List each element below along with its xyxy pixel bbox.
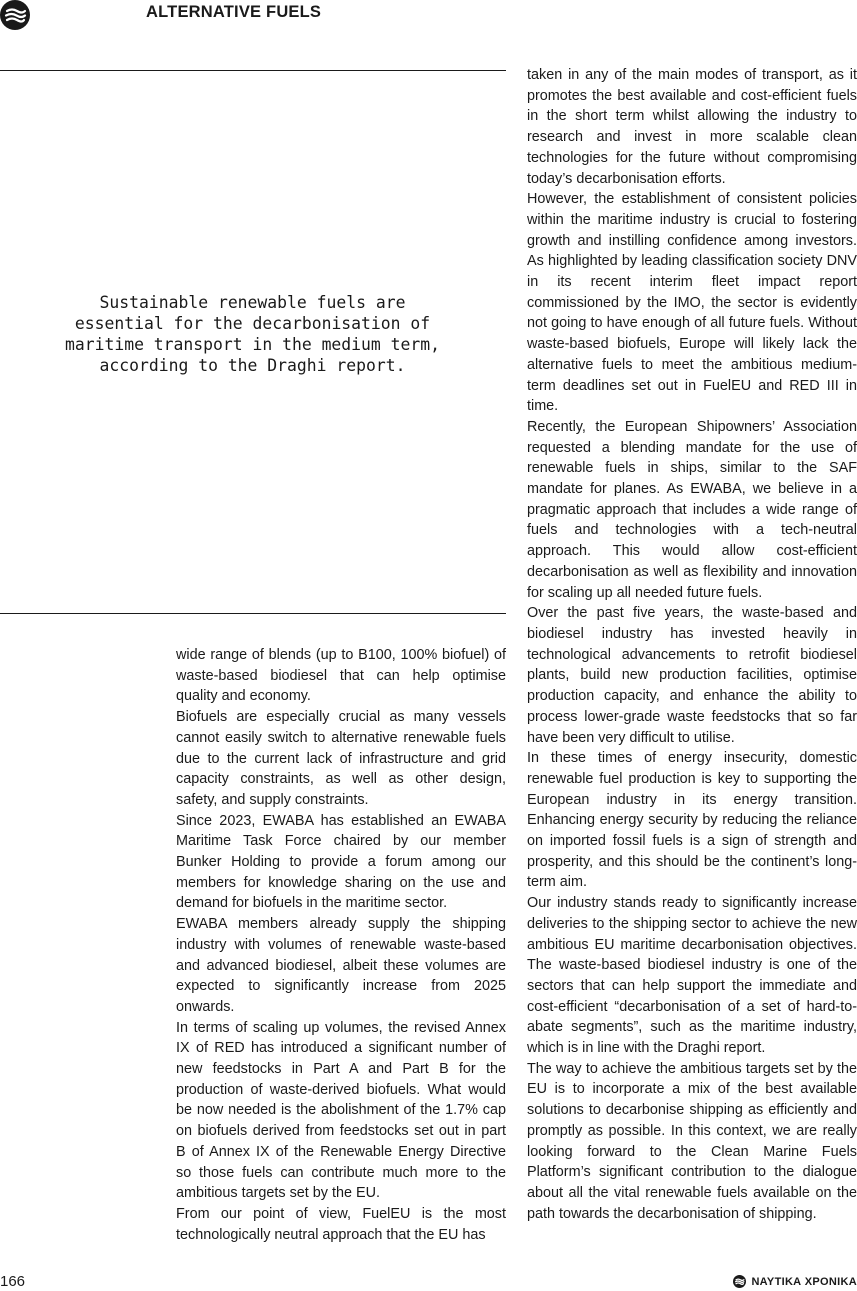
paragraph: In these times of energy insecurity, domestic renewable fuel production is key to supporting the European industry in its energy transition. Enhancing energy security by reducing the reliance on imported fossil fuels is a sign of strength and prosperity, and this should be the continent’s long-term aim.: [527, 750, 857, 891]
pull-quote-top-rule: [0, 70, 506, 71]
publication-logo-icon: [0, 0, 30, 30]
paragraph: taken in any of the main modes of transport, as it promotes the best available and cost-efficient fuels in the short term whilst allowing the industry to research and invest in more scalable clean technologies for the future without compromising today’s decarbonisation efforts.: [527, 67, 857, 187]
page-number: 166: [0, 1273, 26, 1290]
publisher-mark: [733, 1275, 857, 1288]
paragraph: However, the establishment of consistent policies within the maritime industry is crucial to fostering growth and instilling confidence among investors. As highlighted by leading classification society DNV in its recent interim fleet impact report commissioned by the IMO, the sector is evidently not going to have enough of all future fuels. Without waste-based biofuels, Europe will likely lack the alternative fuels to meet the ambitious medium-term deadlines set out in FuelEU and RED III in time.: [527, 191, 857, 415]
pull-quote-bottom-rule: [0, 613, 506, 614]
article-column-left: [176, 645, 506, 1245]
paragraph: Over the past five years, the waste-based and biodiesel industry has invested heavily in technological advancements to retrofit biodiesel plants, build new production facilities, optimise production capacity, and enhance the ability to process lower-grade waste feedstocks that so far have been very difficult to utilise.: [527, 605, 857, 746]
pull-quote: Sustainable renewable fuels are essential for the decarbonisation of maritime transport in the medium term, according to the Draghi report.: [65, 293, 440, 375]
paragraph: Our industry stands ready to significantly increase deliveries to the shipping sector to achieve the new ambitious EU maritime decarbonisation objectives. The waste-based biodiesel industry is one of the sectors that can help support the immediate and cost-efficient “decarbonisation of a set of hard-to-abate segments”, such as the maritime industry, which is in line with the Draghi report.: [527, 895, 857, 1057]
paragraph: Recently, the European Shipowners’ Association requested a blending mandate for the use of renewable fuels in ships, similar to the SAF mandate for planes. As EWABA, we believe in a pragmatic approach that includes a wide range of fuels and technologies with a tech-neutral approach. This would allow cost-efficient decarbonisation as well as flexibility and innovation for scaling up all needed future fuels.: [527, 418, 857, 601]
article-column-right: [527, 65, 857, 1224]
paragraph: The way to achieve the ambitious targets set by the EU is to incorporate a mix of the best available solutions to decarbonise shipping as efficiently and promptly as possible. In this context, we are really looking forward to the Clean Marine Fuels Platform’s significant contribution to the dialogue about all the vital renewable fuels available on the path towards the decarbonisation of shipping.: [527, 1060, 857, 1222]
publisher-logo-icon: [733, 1275, 746, 1288]
paragraph: Since 2023, EWABA has established an EWABA Maritime Task Force chaired by our member Bunker Holding to provide a forum among our members for knowledge sharing on the use and demand for biofuels in the maritime sector.: [176, 812, 506, 912]
paragraph: From our point of view, FuelEU is the most technologically neutral approach that the EU has: [176, 1205, 506, 1243]
section-title: ALTERNATIVE FUELS: [146, 3, 322, 21]
paragraph: In terms of scaling up volumes, the revised Annex IX of RED has introduced a significant number of new feedstocks in Part A and Part B for the production of waste-derived biofuels. What would be now needed is the abolishment of the 1.7% cap on biofuels derived from feedstocks set out in part B of Annex IX of the Renewable Energy Directive so those fuels can contribute much more to the ambitious targets set by the EU.: [176, 1019, 506, 1202]
paragraph: EWABA members already supply the shipping industry with volumes of renewable waste-based and advanced biodiesel, albeit these volumes are expected to significantly increase from 2025 onwards.: [176, 916, 506, 1015]
paragraph: wide range of blends (up to B100, 100% biofuel) of waste-based biodiesel that can help optimise quality and economy.: [176, 647, 506, 705]
paragraph: Biofuels are especially crucial as many vessels cannot easily switch to alternative renewable fuels due to the current lack of infrastructure and grid capacity constraints, as well as other design, safety, and supply constraints.: [176, 709, 506, 808]
publisher-name: ΝΑΥΤΙΚΑ ΧΡΟΝΙΚΑ: [751, 1275, 857, 1288]
